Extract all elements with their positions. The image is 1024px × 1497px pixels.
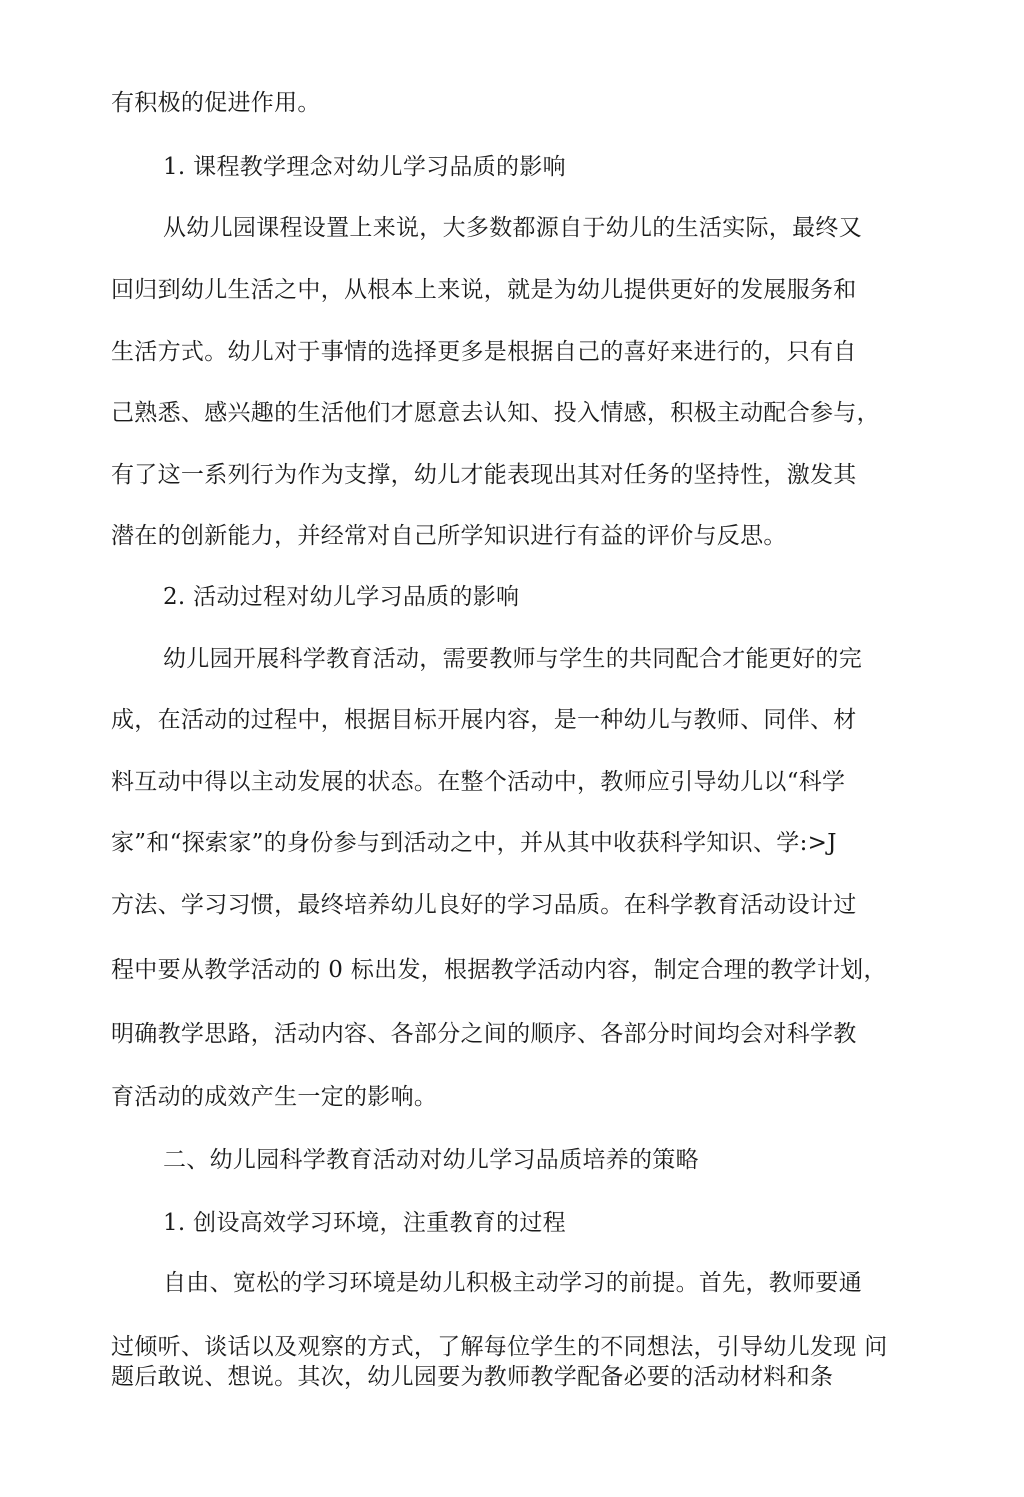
paragraph-line: 料互动中得以主动发展的状态。在整个活动中，教师应引导幼儿以“科学 xyxy=(111,769,846,795)
paragraph-line: 育活动的成效产生一定的影响。 xyxy=(111,1084,438,1110)
paragraph-line: 方法、学习习惯，最终培养幼儿良好的学习品质。在科学教育活动设计过 xyxy=(111,892,857,918)
paragraph-line: 有了这一系列行为作为支撑，幼儿才能表现出其对任务的坚持性，激发其 xyxy=(111,462,857,488)
section-heading: 1. 创设高效学习环境，注重教育的过程 xyxy=(163,1210,566,1236)
section-heading: 二、幼儿园科学教育活动对幼儿学习品质培养的策略 xyxy=(163,1147,699,1173)
paragraph-line: 幼儿园开展科学教育活动，需要教师与学生的共同配合才能更好的完 xyxy=(163,646,862,672)
section-heading: 1. 课程教学理念对幼儿学习品质的影响 xyxy=(163,154,566,180)
paragraph-line: 从幼儿园课程设置上来说，大多数都源自于幼儿的生活实际，最终又 xyxy=(163,215,862,241)
section-heading: 2. 活动过程对幼儿学习品质的影响 xyxy=(163,584,520,610)
paragraph-line: 成，在活动的过程中，根据目标开展内容，是一种幼儿与教师、同伴、材 xyxy=(111,707,857,733)
paragraph-line: 自由、宽松的学习环境是幼儿积极主动学习的前提。首先，教师要通 xyxy=(163,1270,862,1296)
paragraph-line: 家”和“探索家”的身份参与到活动之中，并从其中收获科学知识、学:>J xyxy=(111,830,837,856)
paragraph-line: 生活方式。幼儿对于事情的选择更多是根据自己的喜好来进行的，只有自 xyxy=(111,339,857,365)
paragraph-line: 题后敢说、想说。其次，幼儿园要为教师教学配备必要的活动材料和条 xyxy=(111,1364,834,1390)
paragraph-line: 明确教学思路，活动内容、各部分之间的顺序、各部分时间均会对科学教 xyxy=(111,1021,857,1047)
paragraph-line: 过倾听、谈话以及观察的方式，了解每位学生的不同想法，引导幼儿发现 问 xyxy=(111,1334,888,1360)
paragraph-line: 己熟悉、感兴趣的生活他们才愿意去认知、投入情感，积极主动配合参与， xyxy=(111,400,880,426)
paragraph-line: 回归到幼儿生活之中，从根本上来说，就是为幼儿提供更好的发展服务和 xyxy=(111,277,857,303)
paragraph-line: 程中要从教学活动的 0 标出发，根据教学活动内容，制定合理的教学计划， xyxy=(111,957,887,983)
paragraph-line: 潜在的创新能力，并经常对自己所学知识进行有益的评价与反思。 xyxy=(111,523,787,549)
paragraph-line: 有积极的促进作用。 xyxy=(111,90,321,116)
